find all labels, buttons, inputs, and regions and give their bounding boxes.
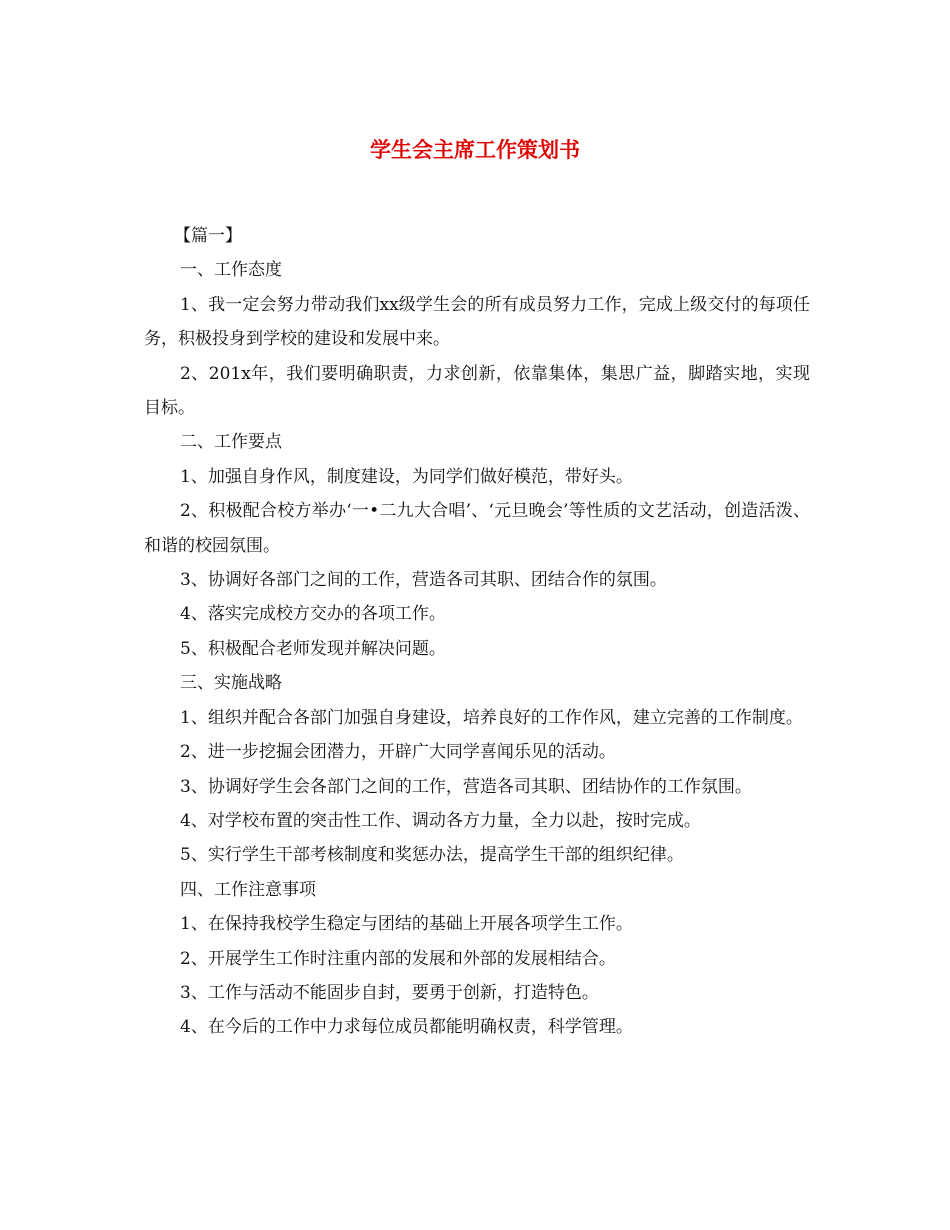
paragraph: 5、实行学生干部考核制度和奖惩办法，提高学生干部的组织纪律。 xyxy=(180,845,684,866)
heading-notes: 四、工作注意事项 xyxy=(180,879,316,900)
paragraph: 3、协调好学生会各部门之间的工作，营造各司其职、团结协作的工作氛围。 xyxy=(180,776,752,797)
paragraph: 1、在保持我校学生稳定与团结的基础上开展各项学生工作。 xyxy=(180,914,633,935)
paragraph: 4、在今后的工作中力求每位成员都能明确权责，科学管理。 xyxy=(180,1017,633,1038)
paragraph: 4、对学校布置的突击性工作、调动各方力量，全力以赴，按时完成。 xyxy=(180,810,701,831)
paragraph: 4、落实完成校方交办的各项工作。 xyxy=(180,604,446,625)
paragraph: 2、积极配合校方举办‘一•二九大合唱’、‘元旦晚会’等性质的文艺活动，创造活泼、和谐的校园氛围。 xyxy=(144,501,810,556)
paragraph: 3、工作与活动不能固步自封，要勇于创新，打造特色。 xyxy=(180,982,599,1003)
paragraph: 3、协调好各部门之间的工作，营造各司其职、团结合作的氛围。 xyxy=(180,570,667,591)
paragraph: 2、201x年，我们要明确职责，力求创新，依靠集体，集思广益，脚踏实地，实现目标。 xyxy=(144,363,810,419)
document-body xyxy=(144,219,810,1045)
paragraph: 5、积极配合老师发现并解决问题。 xyxy=(180,638,446,659)
heading-work-attitude: 一、工作态度 xyxy=(180,260,282,281)
heading-work-points: 二、工作要点 xyxy=(180,432,282,453)
paragraph: 1、加强自身作风，制度建设，为同学们做好模范，带好头。 xyxy=(180,466,633,487)
section-label: 【篇一】 xyxy=(174,226,242,246)
heading-strategy: 三、实施战略 xyxy=(180,673,282,694)
paragraph: 2、进一步挖掘会团潜力，开辟广大同学喜闻乐见的活动。 xyxy=(180,742,616,763)
paragraph: 1、组织并配合各部门加强自身建设，培养良好的工作作风，建立完善的工作制度。 xyxy=(180,707,803,728)
paragraph: 1、我一定会努力带动我们xx级学生会的所有成员努力工作，完成上级交付的每项任务，积极投身到学校的建设和发展中来。 xyxy=(144,294,810,350)
paragraph: 2、开展学生工作时注重内部的发展和外部的发展相结合。 xyxy=(180,948,616,969)
document-title: 学生会主席工作策划书 xyxy=(370,137,580,162)
